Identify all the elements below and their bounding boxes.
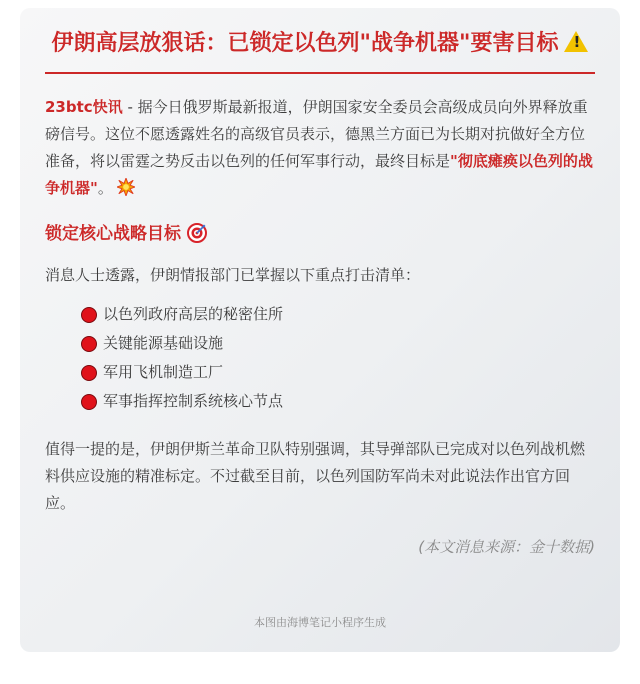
- source-tag: 23btc快讯: [45, 98, 123, 116]
- target-list: [45, 300, 595, 416]
- footer-note: 本图由海博笔记小程序生成: [254, 616, 386, 629]
- list-item-text: 以色列政府高层的秘密住所: [103, 305, 284, 323]
- list-item: [81, 329, 595, 358]
- list-item: [81, 387, 595, 416]
- red-circle-icon: [81, 365, 97, 381]
- section-heading-text: 锁定核心战略目标: [45, 224, 181, 244]
- article-title-text: 伊朗高层放狠话：已锁定以色列"战争机器"要害目标: [51, 31, 559, 56]
- lead-text: - 据今日俄罗斯最新报道，伊朗国家安全委员会高级成员向外界释放重磅信号。这位不愿透露姓名的高级官员表示，德黑兰方面已为长期对抗做好全方位准备，将以雷霆之势反击以色列的任何军事行动，最终目标是: [45, 98, 588, 170]
- list-item: [81, 300, 595, 329]
- list-item-text: 军事指挥控制系统核心节点: [103, 392, 284, 410]
- warning-icon: [564, 31, 588, 52]
- news-card: [20, 8, 620, 652]
- red-circle-icon: [81, 394, 97, 410]
- red-circle-icon: [81, 336, 97, 352]
- article-title: [45, 28, 595, 74]
- red-circle-icon: [81, 307, 97, 323]
- section-heading: [45, 220, 595, 248]
- collision-icon: [117, 178, 135, 196]
- target-icon: [187, 223, 207, 243]
- source-note: (本文消息来源：金十数据): [418, 538, 595, 556]
- lead-end: 。: [97, 179, 113, 197]
- lead-paragraph: [45, 94, 595, 202]
- list-item-text: 关键能源基础设施: [103, 334, 224, 352]
- closing-paragraph: 值得一提的是，伊朗伊斯兰革命卫队特别强调，其导弹部队已完成对以色列战机燃料供应设施的精准标定。不过截至目前，以色列国防军尚未对此说法作出官方回应。: [45, 440, 586, 512]
- list-item-text: 军用飞机制造工厂: [103, 363, 224, 381]
- lead-highlight: "彻底瘫痪以色列的战争机器": [45, 152, 593, 197]
- section-intro: 消息人士透露，伊朗情报部门已掌握以下重点打击清单：: [45, 266, 421, 284]
- list-item: [81, 358, 595, 387]
